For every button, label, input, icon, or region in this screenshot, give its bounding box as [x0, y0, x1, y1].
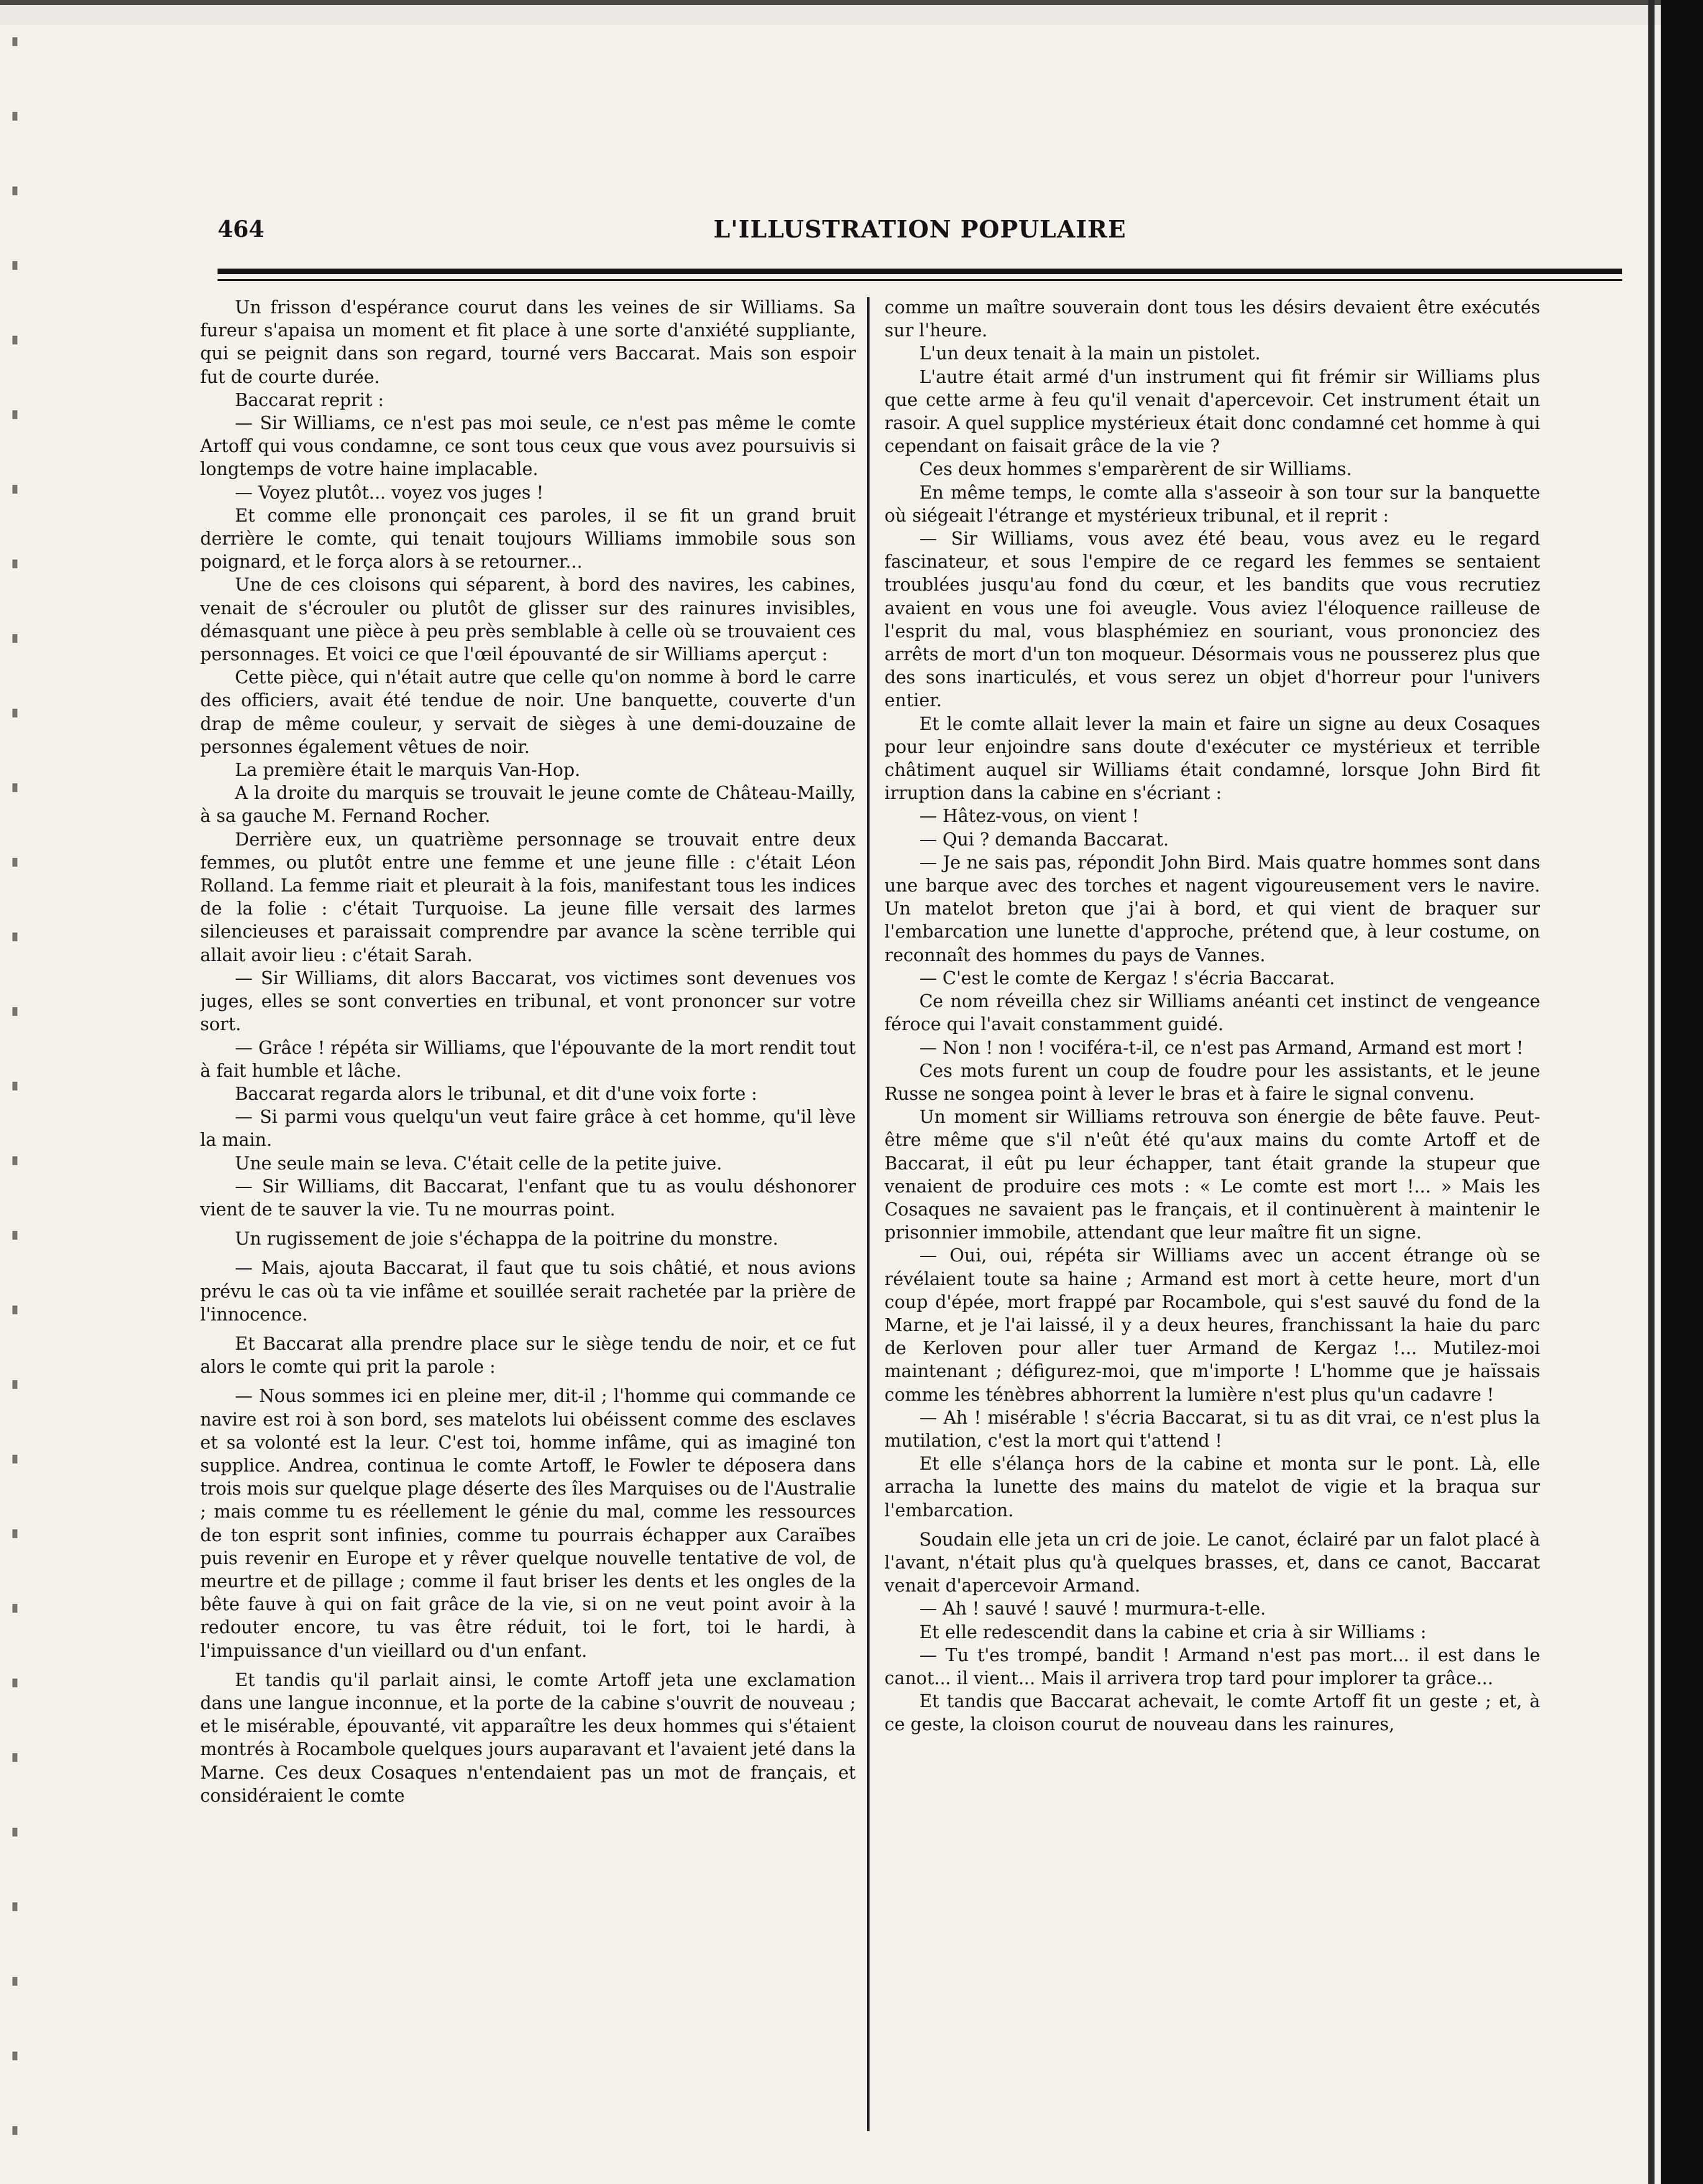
paragraph: — Sir Williams, dit alors Baccarat, vos victimes sont devenues vos juges, elles se sont converties en tribunal, et vont prononcer sur votre sort. — [200, 967, 856, 1035]
paragraph: — C'est le comte de Kergaz ! s'écria Baccarat. — [919, 967, 1335, 988]
page-number: 464 — [218, 216, 265, 242]
running-title: L'ILLUSTRATION POPULAIRE — [713, 215, 1127, 243]
paragraph: Une seule main se leva. C'était celle de la petite juive. — [235, 1153, 722, 1174]
paragraph: — Voyez plutôt... voyez vos juges ! — [235, 482, 544, 503]
scan-right-shadow — [1648, 0, 1655, 2184]
paragraph: La première était le marquis Van-Hop. — [235, 760, 581, 781]
paragraph: — Sir Williams, ce n'est pas moi seule, ce n'est pas même le comte Artoff qui vous condamne, ce sont tous ceux que vous avez poursuivis si longtemps de votre haine implacable. — [200, 413, 856, 480]
paragraph: Soudain elle jeta un cri de joie. Le canot, éclairé par un falot placé à l'avant, n'était plus qu'à quelques brasses, et, dans ce canot, Baccarat venait d'apercevoir Armand. — [884, 1529, 1540, 1597]
paragraph: Ces deux hommes s'emparèrent de sir Williams. — [919, 459, 1352, 480]
paragraph: — Hâtez-vous, on vient ! — [919, 806, 1139, 827]
paragraph: Un frisson d'espérance courut dans les veines de sir Williams. Sa fureur s'apaisa un moment et fit place à une sorte d'anxiété suppliante, qui se peignit dans son regard, tourné vers Baccarat. Mais son espoir fut de courte durée. — [200, 297, 856, 387]
column-divider — [867, 297, 870, 2131]
paragraph: — Qui ? demanda Baccarat. — [919, 829, 1169, 850]
paragraph: A la droite du marquis se trouvait le jeune comte de Château-Mailly, à sa gauche M. Fernand Rocher. — [200, 783, 856, 827]
scan-right-edge — [1661, 0, 1703, 2184]
page-header — [218, 211, 1622, 249]
paragraph: — Je ne sais pas, répondit John Bird. Mais quatre hommes sont dans une barque avec des torches et nagent vigoureusement vers le navire. Un matelot breton que j'ai à bord, et qui vient de braquer sur l'embarcation une lunette d'approche, prétend que, à leur costume, on reconnaît des hommes du pays de Vannes. — [884, 852, 1540, 965]
paragraph: L'autre était armé d'un instrument qui fit frémir sir Williams plus que cette arme à feu qu'il venait d'apercevoir. Cet instrument était un rasoir. A quel supplice mystérieux était donc condamné cet homme à qui cependant on faisait grâce de la vie ? — [884, 366, 1540, 457]
paragraph: Et comme elle prononçait ces paroles, il se fit un grand bruit derrière le comte, qui tenait toujours Williams immobile sous son poignard, et le força alors à se retourner... — [200, 505, 856, 573]
paragraph: Et elle s'élança hors de la cabine et monta sur le pont. Là, elle arracha la lunette des mains du matelot de vigie et la braqua sur l'embarcation. — [884, 1454, 1540, 1521]
paragraph: L'un deux tenait à la main un pistolet. — [919, 343, 1261, 364]
header-rule-thin — [218, 279, 1622, 281]
paragraph: — Ah ! sauvé ! sauvé ! murmura-t-elle. — [919, 1598, 1266, 1620]
header-rule-thick — [218, 269, 1622, 274]
paragraph: Et tandis qu'il parlait ainsi, le comte Artoff jeta une exclamation dans une langue inconnue, et la porte de la cabine s'ouvrit de nouveau ; et le misérable, épouvanté, vit apparaître les deux hommes qui s'étaient montrés à Rocambole quelques jours auparavant et l'avaient jeté dans la Marne. Ces deux Cosaques n'entendaient pas un mot de français, et considéraient le comte — [200, 1669, 856, 1806]
paragraph: Baccarat regarda alors le tribunal, et dit d'une voix forte : — [235, 1083, 758, 1104]
paragraph: Et Baccarat alla prendre place sur le siège tendu de noir, et ce fut alors le comte qui prit la parole : — [200, 1333, 856, 1378]
paragraph: — Nous sommes ici en pleine mer, dit-il ; l'homme qui commande ce navire est roi à son bord, ses matelots lui obéissent comme des esclaves et sa volonté est la leur. C'est toi, homme infâme, qui as imaginé ton supplice. Andrea, continua le comte Artoff, le Fowler te déposera dans trois mois sur quelque plage déserte des îles Marquises ou de l'Australie ; mais comme tu es réellement le génie du mal, comme les ressources de ton esprit sont infinies, comme tu pourrais échapper aux Caraïbes puis revenir en Europe et y rêver quelque nouvelle tentative de vol, de meurtre et de pillage ; comme il faut briser les dents et les ongles de la bête fauve à qui on fait grâce de la vie, si on ne veut point avoir à la redouter encore, tu vas être réduit, toi le fort, toi le hardi, à l'impuissance d'un vieillard ou d'un enfant. — [200, 1386, 856, 1661]
paragraph: — Ah ! misérable ! s'écria Baccarat, si tu as dit vrai, ce n'est plus la mutilation, c'est la mort qui t'attend ! — [884, 1407, 1540, 1451]
paragraph: Cette pièce, qui n'était autre que celle qu'on nomme à bord le carre des officiers, avait été tendue de noir. Une banquette, couverte d'un drap de même couleur, y servait de sièges à une demi-douzaine de personnes également vêtues de noir. — [200, 667, 856, 757]
paragraph: comme un maître souverain dont tous les désirs devaient être exécutés sur l'heure. — [884, 297, 1540, 341]
paragraph: Un rugissement de joie s'échappa de la poitrine du monstre. — [235, 1228, 779, 1250]
paragraph: — Mais, ajouta Baccarat, il faut que tu sois châtié, et nous avions prévu le cas où ta vie infâme et souillée serait rachetée par la prière de l'innocence. — [200, 1258, 856, 1325]
paragraph: — Tu t'es trompé, bandit ! Armand n'est pas mort... il est dans le canot... il vient... Mais il arrivera trop tard pour implorer ta grâce... — [884, 1644, 1540, 1689]
paragraph: En même temps, le comte alla s'asseoir à son tour sur la banquette où siégeait l'étrange et mystérieux tribunal, et il reprit : — [884, 482, 1540, 526]
scan-top-edge — [0, 0, 1703, 25]
paragraph: — Grâce ! répéta sir Williams, que l'épouvante de la mort rendit tout à fait humble et lâche. — [200, 1037, 856, 1081]
paragraph: Derrière eux, un quatrième personnage se trouvait entre deux femmes, ou plutôt entre une femme et une jeune fille : c'était Léon Rolland. La femme riait et pleurait à la fois, manifestant tous les indices de la folie : c'était Turquoise. La jeune fille versait des larmes silencieuses et paraissait comprendre par avance la scène terrible qui allait avoir lieu : c'était Sarah. — [200, 829, 856, 965]
paragraph: Et tandis que Baccarat achevait, le comte Artoff fit un geste ; et, à ce geste, la cloison courut de nouveau dans les rainures, — [884, 1691, 1540, 1735]
paragraph: — Oui, oui, répéta sir Williams avec un accent étrange où se révélaient toute sa haine ; Armand est mort à cette heure, mort d'un coup d'épée, mort frappé par Rocambole, qui s'est sauvé du fond de la Marne, et je l'ai laissé, il y a deux heures, franchissant la haie du parc de Kerloven pour aller tuer Armand de Kergaz !... Mutilez-moi maintenant ; défigurez-moi, que m'importe ! L'homme que je haïssais comme les ténèbres abhorrent la lumière n'est plus qu'un cadavre ! — [884, 1245, 1540, 1405]
paragraph: Ces mots furent un coup de foudre pour les assistants, et le jeune Russe ne songea point à lever le bras et à faire le signal convenu. — [884, 1060, 1540, 1104]
paragraph: — Sir Williams, dit Baccarat, l'enfant que tu as voulu déshonorer vient de te sauver la vie. Tu ne mourras point. — [200, 1176, 856, 1220]
paragraph: — Non ! non ! vociféra-t-il, ce n'est pas Armand, Armand est mort ! — [919, 1037, 1524, 1058]
paragraph: Et elle redescendit dans la cabine et cria à sir Williams : — [919, 1621, 1426, 1643]
paragraph: Une de ces cloisons qui séparent, à bord des navires, les cabines, venait de s'écrouler ou plutôt de glisser sur des rainures invisibles, démasquant une pièce à peu près semblable à celle où se trouvaient ces personnages. Et voici ce que l'œil épouvanté de sir Williams aperçut : — [200, 574, 856, 665]
paragraph: — Sir Williams, vous avez été beau, vous avez eu le regard fascinateur, et sous l'empire de ce regard les femmes se sentaient troublées jusqu'au fond du cœur, et les bandits que vous recrutiez avaient en vous une foi aveugle. Vous aviez l'éloquence railleuse de l'esprit du mal, vous blasphémiez en souriant, vous prononciez des arrêts de mort d'un ton moqueur. Désormais vous ne pousserez plus que des sons inarticulés, et vous serez un objet d'horreur pour l'univers entier. — [884, 528, 1540, 711]
paragraph: Et le comte allait lever la main et faire un signe au deux Cosaques pour leur enjoindre sans doute d'exécuter ce mystérieux et terrible châtiment auquel sir Williams était condamné, lorsque John Bird fit irruption dans la cabine en s'écriant : — [884, 713, 1540, 804]
scan-left-marks — [12, 37, 17, 2151]
right-column — [884, 296, 1540, 2136]
paragraph: Un moment sir Williams retrouva son énergie de bête fauve. Peut-être même que s'il n'eût été qu'aux mains du comte Artoff et de Baccarat, il eût pu leur échapper, tant était grande la stupeur que venaient de produire ces mots : « Le comte est mort !... » Mais les Cosaques ne savaient pas le français, et il continuèrent à maintenir le prisonnier immobile, attendant que leur maître fit un signe. — [884, 1107, 1540, 1243]
left-column — [200, 296, 856, 2136]
paragraph: Baccarat reprit : — [235, 389, 384, 410]
paragraph: Ce nom réveilla chez sir Williams anéanti cet instinct de vengeance féroce qui l'avait constamment guidé. — [884, 991, 1540, 1035]
paragraph: — Si parmi vous quelqu'un veut faire grâce à cet homme, qu'il lève la main. — [200, 1107, 856, 1151]
